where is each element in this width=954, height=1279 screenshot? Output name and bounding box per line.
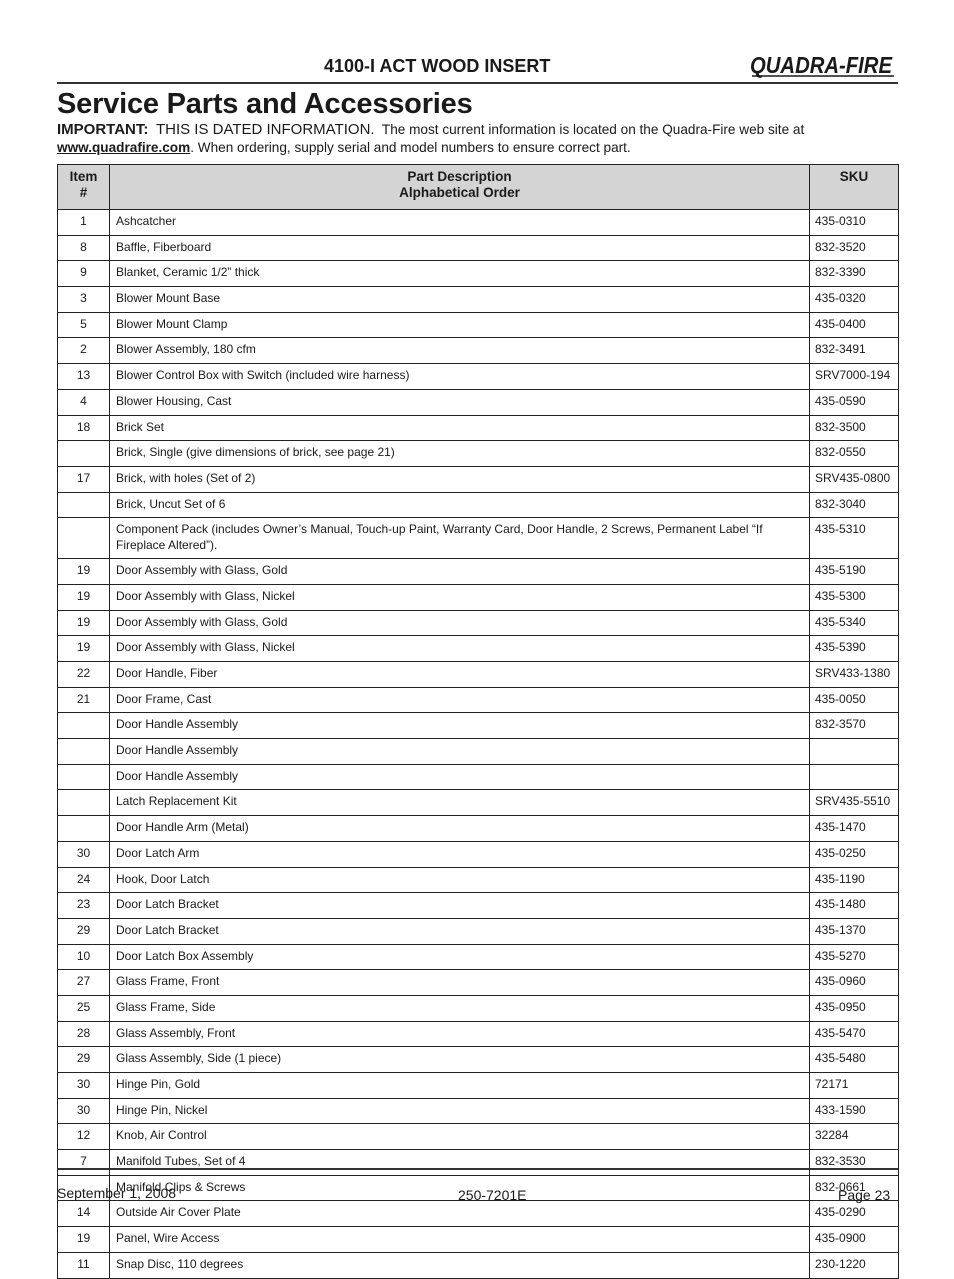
item-cell: 30 (58, 1073, 110, 1099)
sku-cell: 435-0050 (810, 687, 899, 713)
sku-cell: 832-3040 (810, 492, 899, 518)
footer-date: September 1, 2008 (57, 1185, 177, 1201)
brand-logo-text: QUADRA-FIRE (750, 52, 893, 78)
sku-cell (810, 739, 899, 765)
table-row (58, 1227, 899, 1253)
item-cell: 3 (58, 287, 110, 313)
description-cell: Hinge Pin, Gold (110, 1073, 810, 1099)
description-cell: Blower Housing, Cast (110, 389, 810, 415)
description-cell: Door Handle Assembly (110, 713, 810, 739)
description-cell: Glass Frame, Front (110, 970, 810, 996)
description-cell: Door Latch Arm (110, 841, 810, 867)
table-row (58, 338, 899, 364)
sku-cell: 230-1220 (810, 1252, 899, 1278)
sku-cell: 832-0661 (810, 1175, 899, 1201)
item-cell: 12 (58, 1124, 110, 1150)
sku-cell: 433-1590 (810, 1098, 899, 1124)
description-cell: Door Handle, Fiber (110, 662, 810, 688)
table-row (58, 816, 899, 842)
description-cell: Hinge Pin, Nickel (110, 1098, 810, 1124)
item-cell: 18 (58, 415, 110, 441)
table-row (58, 1201, 899, 1227)
description-cell: Door Frame, Cast (110, 687, 810, 713)
sku-cell: 435-0960 (810, 970, 899, 996)
description-cell: Baffle, Fiberboard (110, 235, 810, 261)
table-row (58, 364, 899, 390)
table-row (58, 415, 899, 441)
table-row (58, 261, 899, 287)
description-cell: Glass Frame, Side (110, 995, 810, 1021)
item-cell: 11 (58, 1252, 110, 1278)
description-cell: Door Latch Bracket (110, 918, 810, 944)
table-header-row (58, 165, 899, 210)
table-row (58, 841, 899, 867)
sku-cell: 435-1370 (810, 918, 899, 944)
footer-page-number: Page 23 (838, 1187, 891, 1203)
sku-cell: 435-5340 (810, 610, 899, 636)
sku-cell: 435-5310 (810, 518, 899, 559)
sku-cell: 435-0400 (810, 312, 899, 338)
item-cell: 8 (58, 235, 110, 261)
footer-doc-number: 250-7201E (458, 1187, 527, 1203)
item-cell: 5 (58, 312, 110, 338)
item-cell (58, 492, 110, 518)
table-row (58, 1150, 899, 1176)
column-header-sku: SKU (810, 165, 899, 210)
sku-cell: 435-5300 (810, 584, 899, 610)
description-cell: Component Pack (includes Owner’s Manual, Touch-up Paint, Warranty Card, Door Handle, 2 Screws, Permanent Label “If Fireplace Altered”). (110, 518, 810, 559)
sku-cell (810, 764, 899, 790)
important-label: IMPORTANT: (57, 121, 149, 138)
item-cell: 19 (58, 610, 110, 636)
item-cell: 29 (58, 918, 110, 944)
item-cell: 22 (58, 662, 110, 688)
sku-cell: 832-0550 (810, 441, 899, 467)
table-row (58, 918, 899, 944)
sku-cell: 435-5470 (810, 1021, 899, 1047)
item-cell (58, 518, 110, 559)
description-cell: Snap Disc, 110 degrees (110, 1252, 810, 1278)
table-row (58, 559, 899, 585)
website-link[interactable]: www.quadrafire.com (57, 140, 191, 155)
description-cell: Door Handle Assembly (110, 739, 810, 765)
sku-cell: 435-5190 (810, 559, 899, 585)
description-cell: Manifold Tubes, Set of 4 (110, 1150, 810, 1176)
item-cell: 29 (58, 1047, 110, 1073)
item-cell (58, 764, 110, 790)
description-cell: Glass Assembly, Front (110, 1021, 810, 1047)
table-row (58, 1124, 899, 1150)
table-row (58, 312, 899, 338)
description-cell: Brick, Single (give dimensions of brick, see page 21) (110, 441, 810, 467)
sku-cell: 435-1470 (810, 816, 899, 842)
table-row (58, 790, 899, 816)
item-cell: 14 (58, 1201, 110, 1227)
table-row (58, 287, 899, 313)
table-row (58, 610, 899, 636)
item-cell: 19 (58, 636, 110, 662)
table-row (58, 970, 899, 996)
item-cell: 13 (58, 364, 110, 390)
table-row (58, 441, 899, 467)
sku-cell: 435-0290 (810, 1201, 899, 1227)
table-row (58, 1073, 899, 1099)
notice-text-2: . When ordering, supply serial and model numbers to ensure correct part. (190, 140, 631, 155)
table-row (58, 584, 899, 610)
table-row (58, 389, 899, 415)
sku-cell: 832-3570 (810, 713, 899, 739)
table-row (58, 867, 899, 893)
description-cell: Door Assembly with Glass, Nickel (110, 636, 810, 662)
description-cell: Door Latch Box Assembly (110, 944, 810, 970)
header-title: 4100-I ACT WOOD INSERT (324, 56, 551, 76)
item-cell (58, 739, 110, 765)
description-cell: Door Assembly with Glass, Nickel (110, 584, 810, 610)
description-cell: Door Assembly with Glass, Gold (110, 610, 810, 636)
description-cell: Hook, Door Latch (110, 867, 810, 893)
description-cell: Blower Mount Base (110, 287, 810, 313)
item-cell: 19 (58, 559, 110, 585)
description-cell: Ashcatcher (110, 210, 810, 236)
sku-cell: 435-1480 (810, 893, 899, 919)
description-cell: Blower Mount Clamp (110, 312, 810, 338)
item-cell: 17 (58, 466, 110, 492)
table-row (58, 1021, 899, 1047)
item-cell: 30 (58, 1098, 110, 1124)
notice-text: The most current information is located on the Quadra-Fire web site at (381, 122, 805, 137)
item-cell: 1 (58, 210, 110, 236)
item-cell: 30 (58, 841, 110, 867)
description-cell: Panel, Wire Access (110, 1227, 810, 1253)
table-row (58, 492, 899, 518)
sku-cell: 832-3520 (810, 235, 899, 261)
description-cell: Door Latch Bracket (110, 893, 810, 919)
sku-cell: SRV435-5510 (810, 790, 899, 816)
table-row (58, 739, 899, 765)
description-cell: Brick, Uncut Set of 6 (110, 492, 810, 518)
item-cell: 21 (58, 687, 110, 713)
sku-cell: 435-0310 (810, 210, 899, 236)
item-cell (58, 790, 110, 816)
item-cell: 23 (58, 893, 110, 919)
item-cell: 24 (58, 867, 110, 893)
item-cell: 10 (58, 944, 110, 970)
table-row (58, 687, 899, 713)
sku-cell: 72171 (810, 1073, 899, 1099)
brand-logo (748, 49, 898, 79)
sku-cell: 435-1190 (810, 867, 899, 893)
description-cell: Door Handle Arm (Metal) (110, 816, 810, 842)
sku-cell: 832-3491 (810, 338, 899, 364)
table-row (58, 636, 899, 662)
item-cell: 9 (58, 261, 110, 287)
description-cell: Outside Air Cover Plate (110, 1201, 810, 1227)
sku-cell: 435-0250 (810, 841, 899, 867)
item-cell: 27 (58, 970, 110, 996)
table-row (58, 1252, 899, 1278)
sku-cell: 435-0320 (810, 287, 899, 313)
table-row (58, 466, 899, 492)
sku-cell: 435-0590 (810, 389, 899, 415)
header-rule (57, 82, 898, 84)
table-row (58, 1047, 899, 1073)
description-cell: Door Assembly with Glass, Gold (110, 559, 810, 585)
page-title: Service Parts and Accessories (57, 88, 473, 120)
sku-cell: 435-0900 (810, 1227, 899, 1253)
column-header-description: Part Description Alphabetical Order (110, 165, 810, 210)
sku-cell: SRV7000-194 (810, 364, 899, 390)
table-row (58, 662, 899, 688)
sku-cell: 435-5480 (810, 1047, 899, 1073)
item-cell: 4 (58, 389, 110, 415)
parts-table (57, 164, 899, 1279)
description-cell: Door Handle Assembly (110, 764, 810, 790)
item-cell (58, 441, 110, 467)
sku-cell: SRV433-1380 (810, 662, 899, 688)
sku-cell: 832-3500 (810, 415, 899, 441)
item-cell: 25 (58, 995, 110, 1021)
parts-table-body (58, 210, 899, 1279)
item-cell: 19 (58, 584, 110, 610)
sku-cell: 832-3390 (810, 261, 899, 287)
description-cell: Knob, Air Control (110, 1124, 810, 1150)
sku-cell: 832-3530 (810, 1150, 899, 1176)
description-cell: Glass Assembly, Side (1 piece) (110, 1047, 810, 1073)
sku-cell: 435-0950 (810, 995, 899, 1021)
table-row (58, 764, 899, 790)
description-cell: Brick, with holes (Set of 2) (110, 466, 810, 492)
table-row (58, 713, 899, 739)
table-row (58, 235, 899, 261)
dated-info: THIS IS DATED INFORMATION. (155, 121, 375, 138)
footer-rule (57, 1168, 898, 1170)
table-row (58, 995, 899, 1021)
description-cell: Blower Control Box with Switch (included wire harness) (110, 364, 810, 390)
table-row (58, 893, 899, 919)
item-cell (58, 713, 110, 739)
item-cell (58, 816, 110, 842)
table-row (58, 518, 899, 559)
sku-cell: SRV435-0800 (810, 466, 899, 492)
description-cell: Blower Assembly, 180 cfm (110, 338, 810, 364)
sku-cell: 435-5390 (810, 636, 899, 662)
table-row (58, 210, 899, 236)
column-header-item: Item # (58, 165, 110, 210)
sku-cell: 32284 (810, 1124, 899, 1150)
description-cell: Blanket, Ceramic 1/2” thick (110, 261, 810, 287)
table-row (58, 944, 899, 970)
description-cell: Latch Replacement Kit (110, 790, 810, 816)
item-cell: 19 (58, 1227, 110, 1253)
description-cell: Brick Set (110, 415, 810, 441)
description-cell: Manifold Clips & Screws (110, 1175, 810, 1201)
table-row (58, 1098, 899, 1124)
item-cell: 28 (58, 1021, 110, 1047)
important-notice (57, 121, 898, 157)
item-cell: 7 (58, 1150, 110, 1176)
item-cell: 2 (58, 338, 110, 364)
sku-cell: 435-5270 (810, 944, 899, 970)
